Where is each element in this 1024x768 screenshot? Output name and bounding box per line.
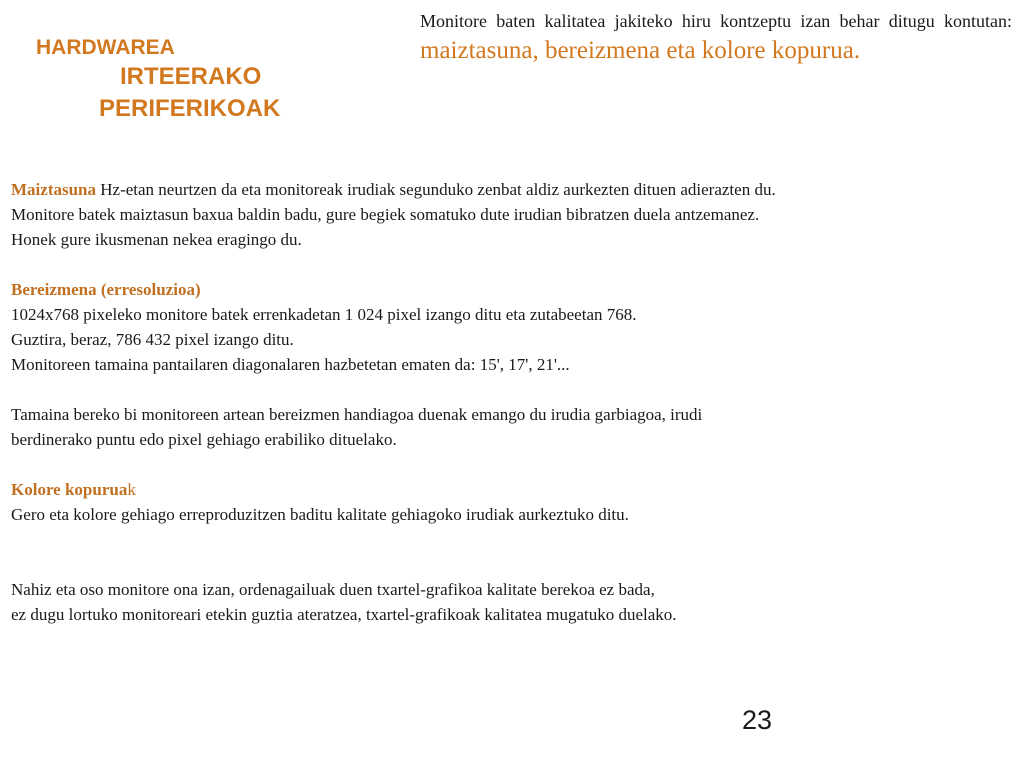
slide-body — [11, 177, 1016, 627]
spacer — [11, 527, 1016, 577]
tamaina-line1: Tamaina bereko bi monitoreen artean bereizmen handiagoa duenak emango du irudia garbiagoa, irudi — [11, 405, 703, 424]
nahiz-line1: Nahiz eta oso monitore ona izan, ordenagailuak duen txartel-grafikoa kalitate berekoa ez bada, — [11, 580, 655, 599]
term-bereizmena: Bereizmena (erresoluzioa) — [11, 280, 201, 299]
intro-lead: Monitore baten kalitatea jakiteko hiru kontzeptu izan behar ditugu kontutan: — [420, 11, 1012, 31]
spacer — [11, 452, 1016, 477]
section-label: HARDWAREA — [36, 36, 175, 59]
term-maiztasuna: Maiztasuna — [11, 180, 96, 199]
intro-highlight: maiztasuna, bereizmena eta kolore kopurua. — [420, 37, 861, 64]
maiztasuna-line3: Honek gure ikusmenan nekea eragingo du. — [11, 230, 302, 249]
slide-title-line2: PERIFERIKOAK — [99, 95, 281, 122]
term-kolore-kopurua — [11, 477, 1016, 502]
kolore-line1: Gero eta kolore gehiago erreproduzitzen baditu kalitate gehiagoko irudiak aurkeztuko ditu. — [11, 505, 629, 524]
spacer — [11, 377, 1016, 402]
intro-paragraph — [420, 7, 1012, 67]
tamaina-line2: berdinerako puntu edo pixel gehiago erabiliko dituelako. — [11, 430, 397, 449]
maiztasuna-line1 — [11, 177, 1016, 202]
slide-title-line1: IRTEERAKO — [120, 63, 262, 90]
bereizmena-line1: 1024x768 pixeleko monitore batek errenkadetan 1 024 pixel izango ditu eta zutabeetan 768. — [11, 305, 637, 324]
spacer — [11, 252, 1016, 277]
page-number: 23 — [742, 705, 773, 735]
bereizmena-line2: Guztira, beraz, 786 432 pixel izango ditu. — [11, 330, 294, 349]
maiztasuna-line2: Monitore batek maiztasun baxua baldin badu, gure begiek somatuko dute irudian bibratzen duela antzemanez. — [11, 205, 760, 224]
term-kolore-tail: k — [127, 480, 136, 499]
maiztasuna-text1: Hz-etan neurtzen da eta monitoreak irudiak segunduko zenbat aldiz aurkezten dituen adierazten du. — [100, 180, 776, 199]
term-kolore-bold: Kolore kopurua — [11, 480, 128, 499]
bereizmena-line3: Monitoreen tamaina pantailaren diagonalaren hazbetetan ematen da: 15', 17', 21'... — [11, 355, 570, 374]
nahiz-line2: ez dugu lortuko monitoreari etekin guztia ateratzea, txartel-grafikoak kalitatea mugatuko duelako. — [11, 605, 677, 624]
